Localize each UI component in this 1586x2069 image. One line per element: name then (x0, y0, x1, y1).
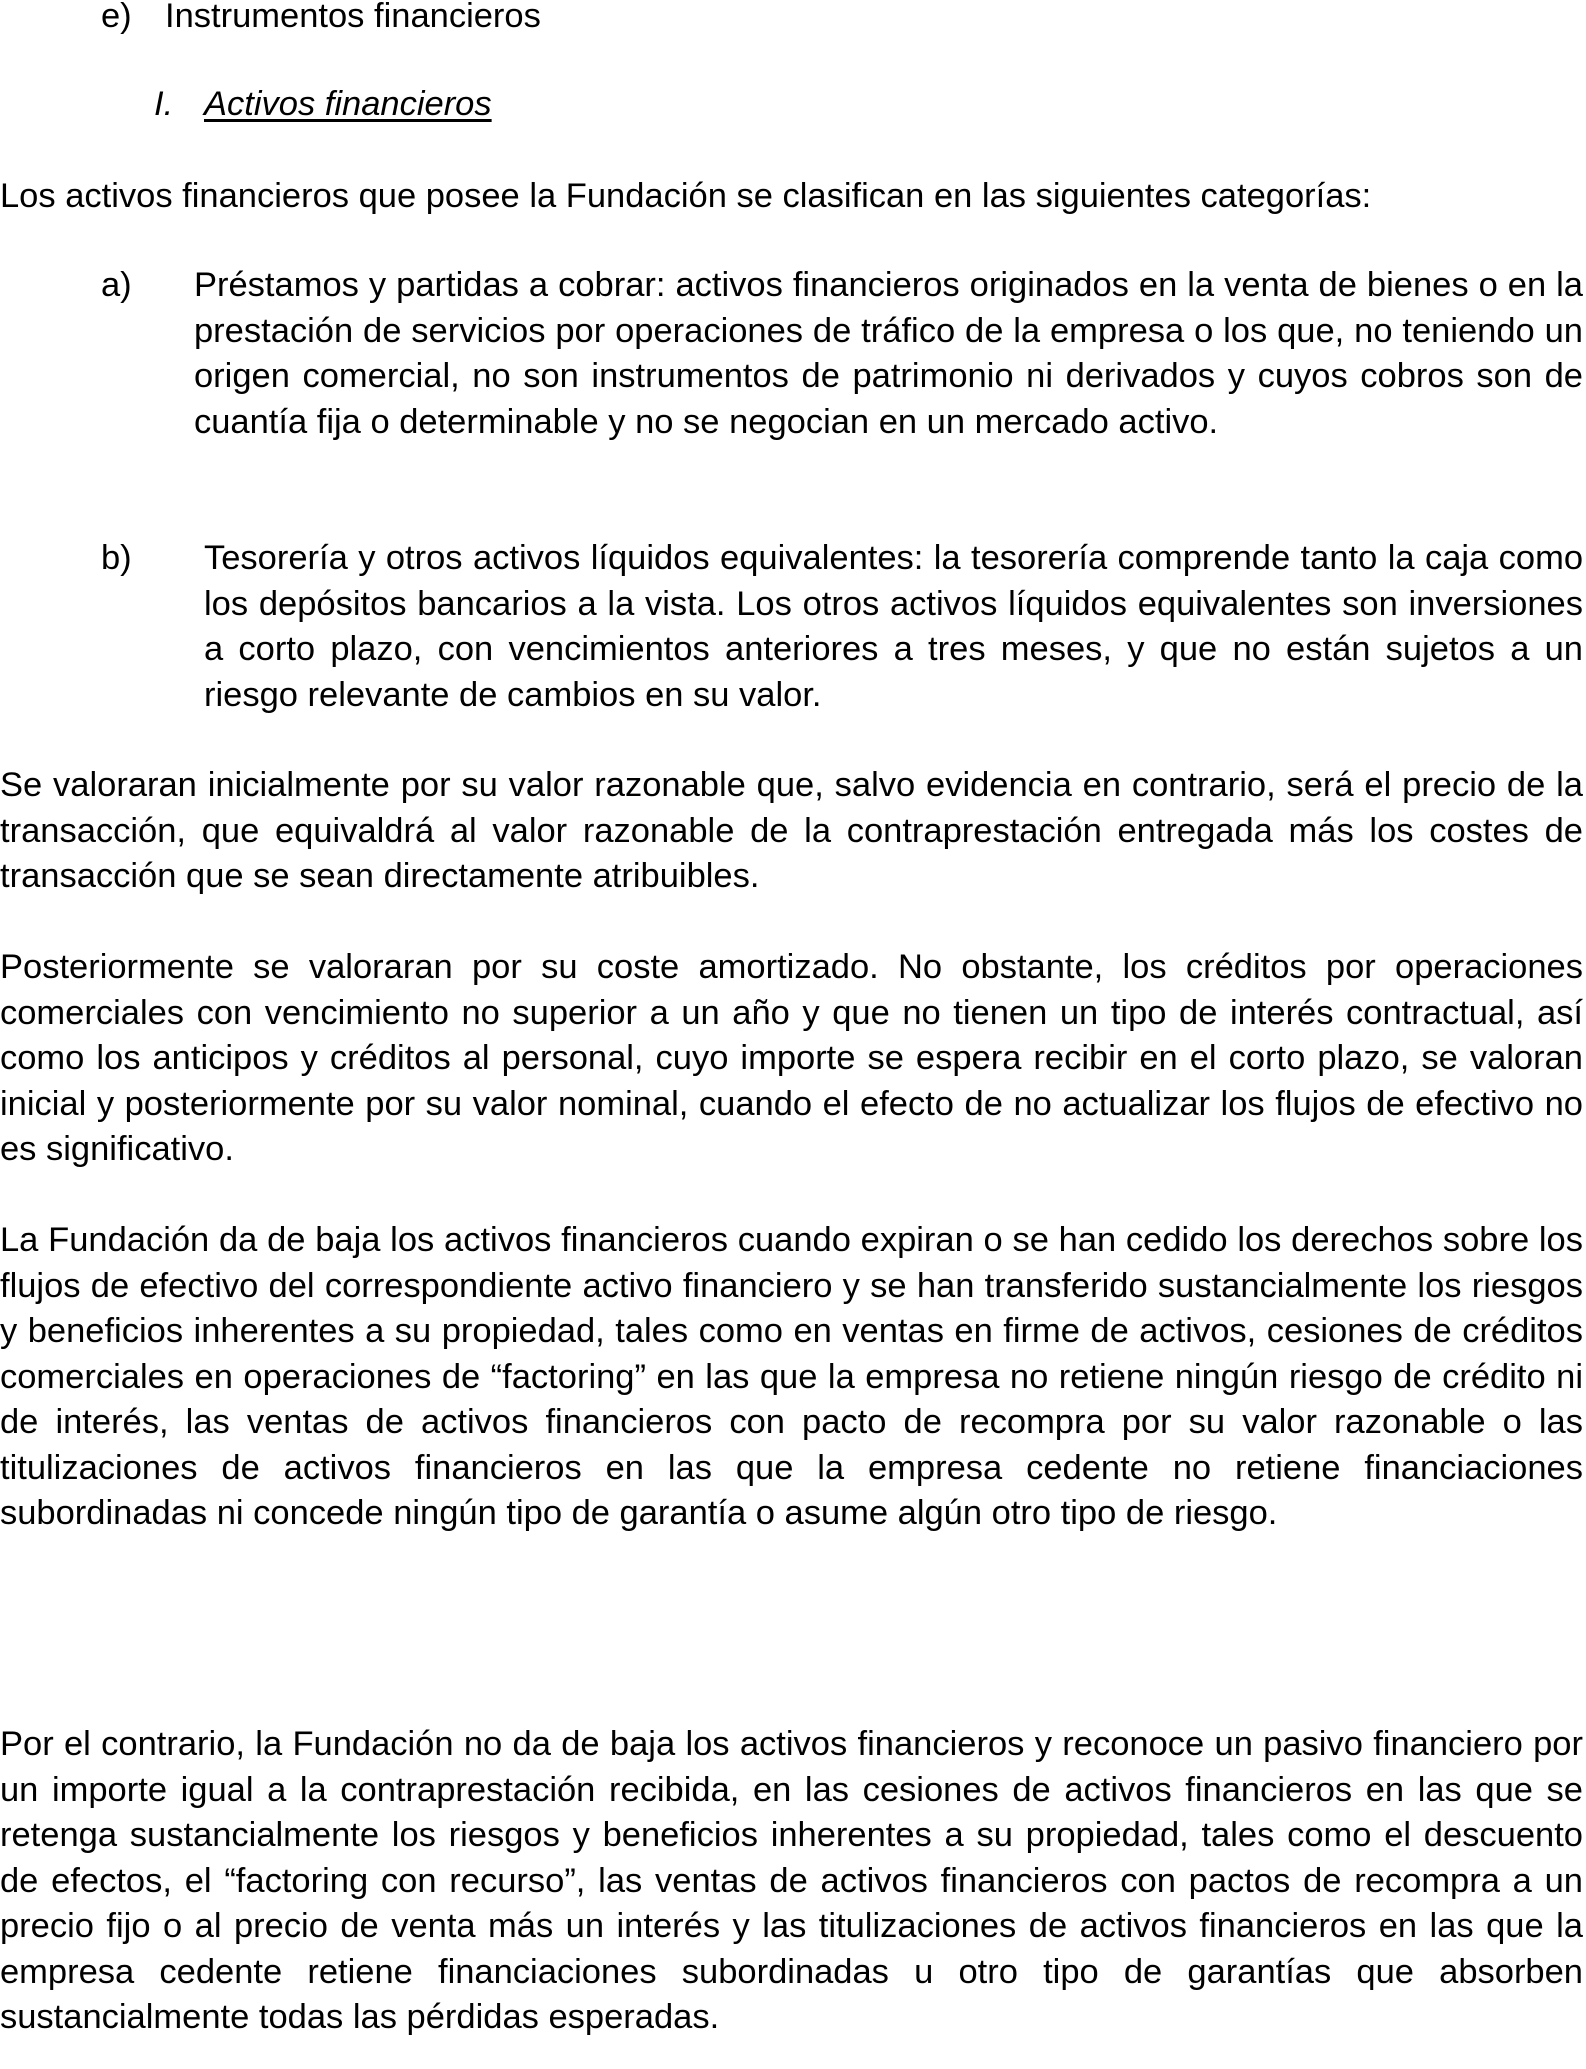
paragraph-derecognition: La Fundación da de baja los activos financieros cuando expiran o se han cedido los derechos sobre los flujos de efectivo del correspondiente activo financiero y se han transferido sustancialmente los riesgos y beneficios inherentes a su propiedad, tales como en ventas en firme de activos, cesiones de créditos comerciales en operaciones de “factoring” en las que la empresa no retiene ningún riesgo de crédito ni de interés, las ventas de activos financieros con pacto de recompra por su valor razonable o las titulizaciones de activos financieros en las que la empresa cedente no retiene financiaciones subordinadas ni concede ningún tipo de garantía o asume algún otro tipo de riesgo. (0, 1221, 1583, 1532)
intro-text: Los activos financieros que posee la Fundación se clasifican en las siguientes categorías: (0, 177, 1372, 215)
list-item-label: a) (101, 266, 132, 304)
section-marker: e) (101, 0, 132, 35)
section-heading (101, 0, 541, 38)
paragraph-amortized-cost: Posteriormente se valoraran por su coste amortizado. No obstante, los créditos por operaciones comerciales con vencimiento no superior a un año y que no tienen un tipo de interés contractual, así como los anticipos y créditos al personal, cuyo importe se espera recibir en el corto plazo, se valoran inicial y posteriormente por su valor nominal, cuando el efecto de no actualizar los flujos de efectivo no es significativo. (0, 948, 1583, 1168)
subsection-title: Activos financieros (204, 85, 492, 123)
list-item-text: Tesorería y otros activos líquidos equivalentes: la tesorería comprende tanto la caja como los depósitos bancarios a la vista. Los otros activos líquidos equivalentes son inversiones a corto plazo, con vencimientos anteriores a tres meses, y que no están sujetos a un riesgo relevante de cambios en su valor. (204, 539, 1583, 714)
subsection-marker: I. (154, 85, 174, 123)
section-title: Instrumentos financieros (165, 0, 541, 35)
list-item-label: b) (101, 539, 132, 577)
paragraph-initial-valuation: Se valoraran inicialmente por su valor razonable que, salvo evidencia en contrario, será el precio de la transacción, que equivaldrá al valor razonable de la contraprestación entregada más los costes de transacción que se sean directamente atribuibles. (0, 766, 1583, 895)
paragraph-no-derecognition: Por el contrario, la Fundación no da de baja los activos financieros y reconoce un pasivo financiero por un importe igual a la contraprestación recibida, en las cesiones de activos financieros en las que se retenga sustancialmente los riesgos y beneficios inherentes a su propiedad, tales como el descuento de efectos, el “factoring con recurso”, las ventas de activos financieros con pactos de recompra a un precio fijo o al precio de venta más un interés y las titulizaciones de activos financieros en las que la empresa cedente retiene financiaciones subordinadas u otro tipo de garantías que absorben sustancialmente todas las pérdidas esperadas. (0, 1725, 1583, 2036)
list-item-text: Préstamos y partidas a cobrar: activos financieros originados en la venta de bienes o en la prestación de servicios por operaciones de tráfico de la empresa o los que, no teniendo un origen comercial, no son instrumentos de patrimonio ni derivados y cuyos cobros son de cuantía fija o determinable y no se negocian en un mercado activo. (194, 266, 1583, 441)
subsection-heading (154, 82, 492, 126)
